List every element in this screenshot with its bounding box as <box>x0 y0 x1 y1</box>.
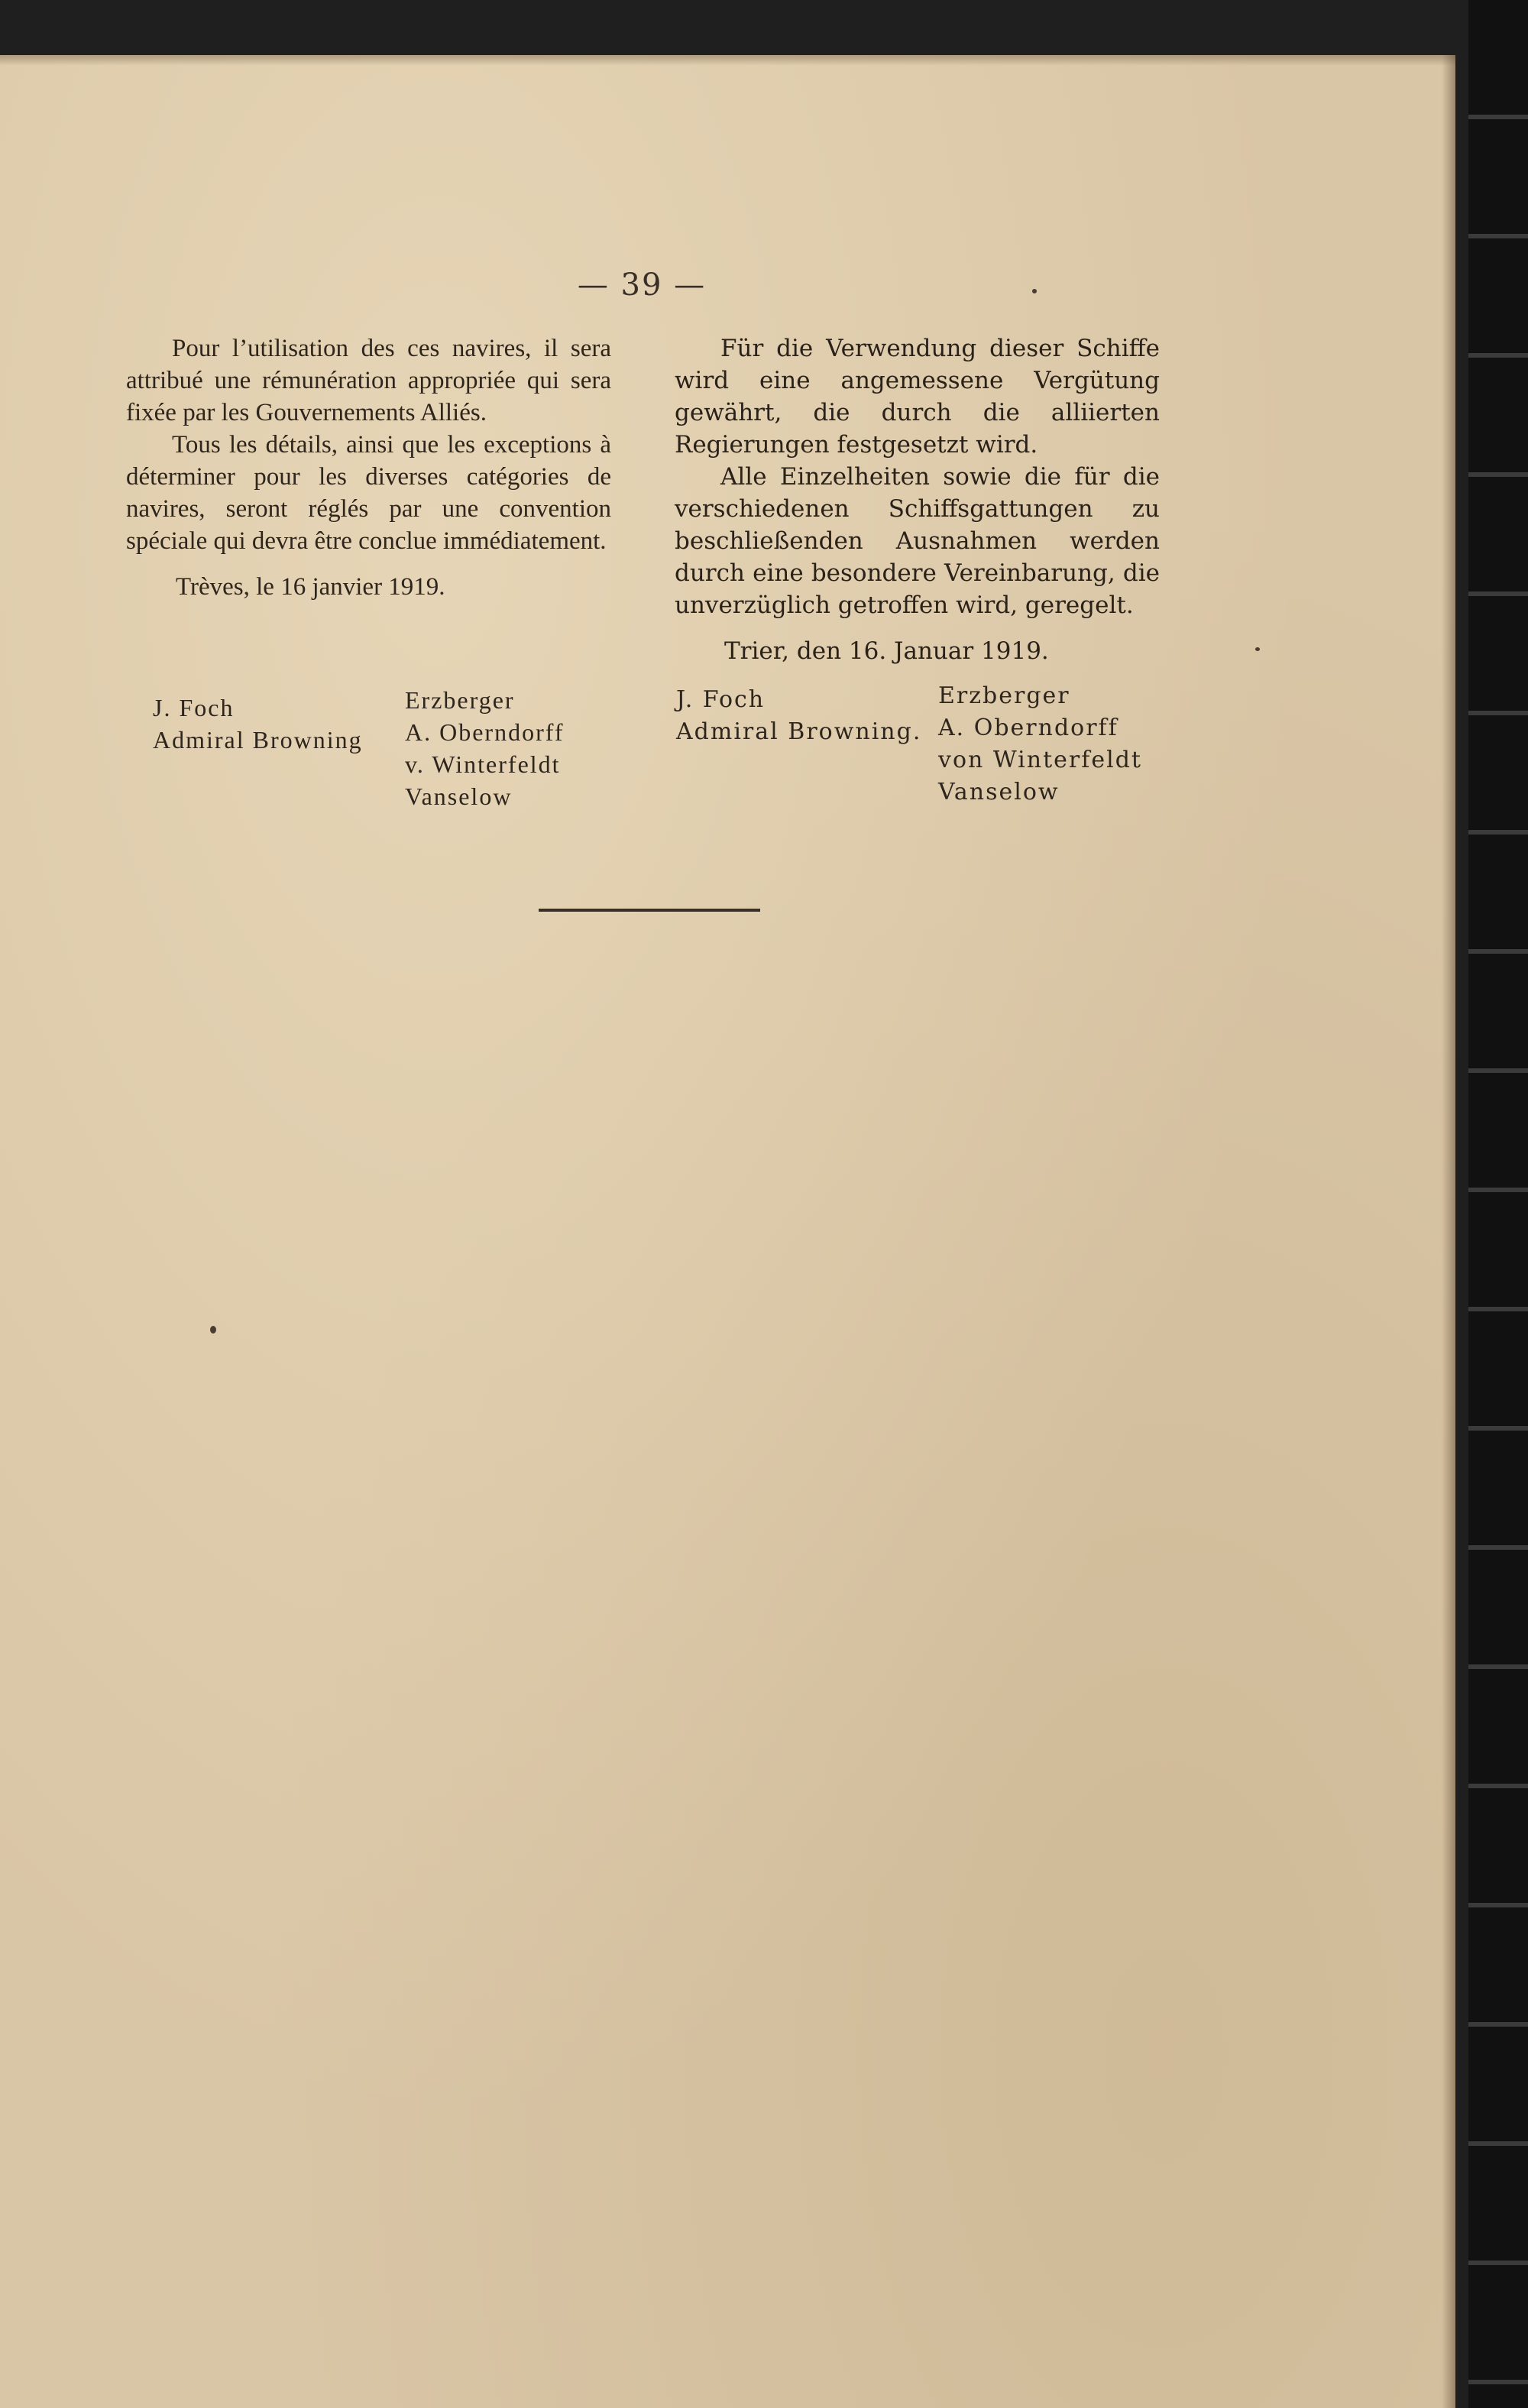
signature-name: J. Foch <box>676 686 766 713</box>
german-signatures-allied <box>676 684 921 748</box>
page-edge-shadow <box>1442 55 1455 2408</box>
page-top-shadow <box>0 55 1455 66</box>
german-paragraph-2: Alle Einzelheiten sowie die für die verschiedenen Schiffsgattungen zu beschließenden Ausnahmen werden durch eine besondere Vereinbarung, die unverzüglich getroffen wird, geregelt. <box>675 463 1160 619</box>
signature-name: Admiral Browning. <box>676 718 922 745</box>
paper-speck <box>210 1326 216 1334</box>
signature-name: v. Winterfeldt <box>405 750 561 778</box>
signature-name: Vanselow <box>405 783 513 810</box>
section-divider-rule <box>539 909 760 912</box>
french-signatures-allied <box>153 692 363 756</box>
french-signatures-german <box>405 684 564 812</box>
signature-name: Vanselow <box>938 779 1060 805</box>
signature-name: Admiral Browning <box>153 726 363 754</box>
german-paragraph-1: Für die Verwendung dieser Schiffe wird eine angemessene Vergütung gewährt, die durch die alliierten Regierungen festgesetzt wird. <box>675 335 1160 459</box>
french-paragraph-2: Tous les détails, ainsi que les exceptions à déterminer pour les diverses catégories de navires, seront réglés par une convention spéciale qui devra être conclue immédiatement. <box>126 431 611 555</box>
signature-name: A. Oberndorff <box>938 715 1118 741</box>
signature-name: A. Oberndorff <box>405 718 565 746</box>
page-number: — 39 — <box>577 267 707 303</box>
signature-name: J. Foch <box>153 694 235 721</box>
german-column <box>675 332 1160 667</box>
book-binding <box>1468 0 1528 2408</box>
french-paragraph-1: Pour l’utilisation des ces navires, il sera attribué une rémunération appropriée qui sera fixée par les Gouvernements Alliés. <box>126 335 611 426</box>
signature-name: von Winterfeldt <box>938 747 1142 773</box>
paper-speck <box>1255 647 1260 651</box>
german-date-line: Trier, den 16. Januar 1919. <box>724 637 1049 665</box>
paper-speck <box>1032 289 1037 293</box>
signature-name: Erzberger <box>405 686 515 714</box>
german-signatures-german <box>938 680 1142 809</box>
french-column <box>126 332 611 603</box>
signature-name: Erzberger <box>938 682 1070 709</box>
french-date-line: Trèves, le 16 janvier 1919. <box>176 573 445 601</box>
